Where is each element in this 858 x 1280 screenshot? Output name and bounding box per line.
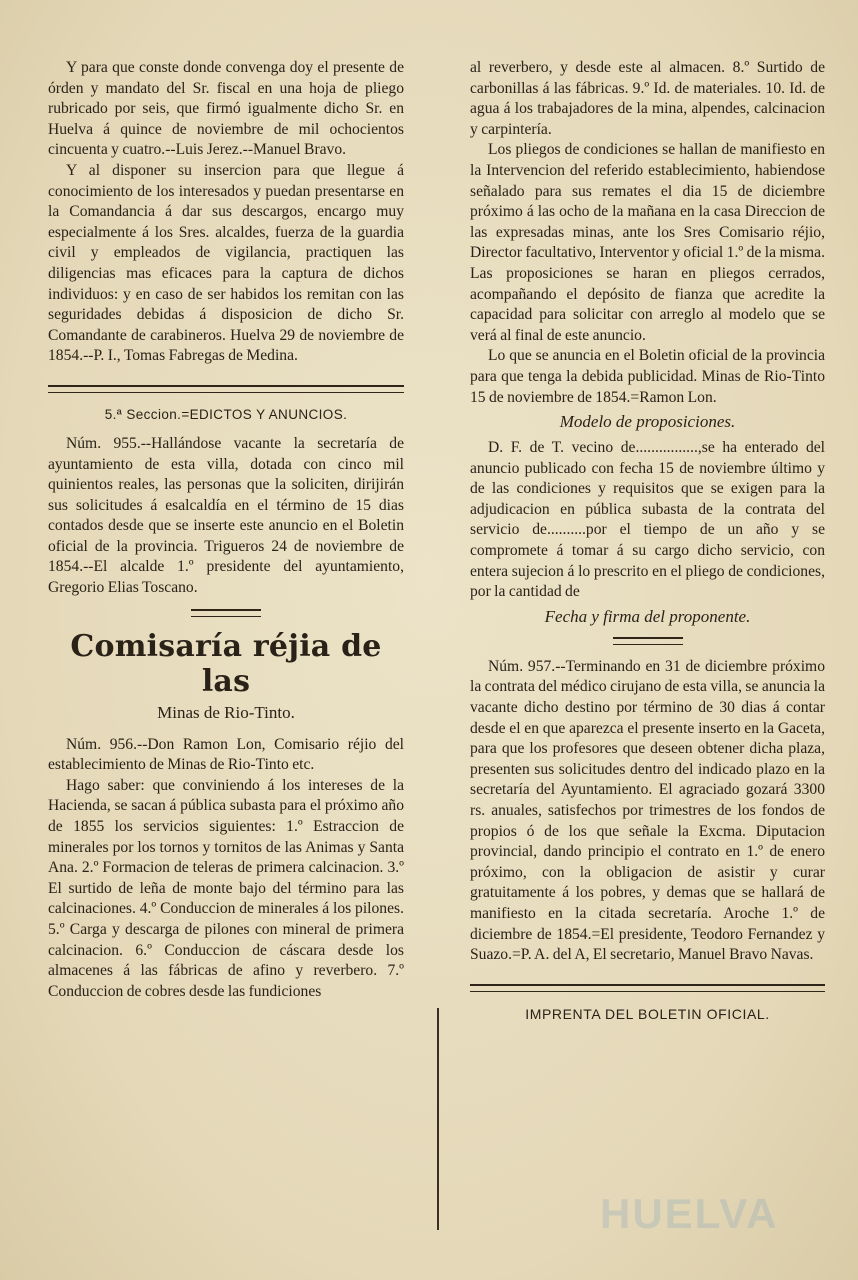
- right-column: [470, 58, 825, 1022]
- right-paragraph-1: al reverbero, y desde este al almacen. 8.º Surtido de carbonillas á las fábricas. 9.º Id. de materiales. 10. Id. de agua á los trabajadores de la mina, alpendes, calcinacion y carpintería.: [470, 59, 825, 138]
- model-title: Modelo de proposiciones.: [559, 412, 736, 432]
- imprint-line: IMPRENTA DEL BOLETIN OFICIAL.: [525, 1005, 770, 1022]
- notice-956-intro: Núm. 956.--Don Ramon Lon, Comisario réjio del establecimiento de Minas de Rio-Tinto etc.: [48, 735, 404, 774]
- left-paragraph-2: Y al disponer su insercion para que llegue á conocimiento de los interesados y puedan presentarse en la Comandancia á dar sus descargos, encargo muy especialmente á los Sres. alcaldes, fuerza de la guardia civil y empleados de vigilancia, practiquen las diligencias mas eficaces para la captura de dichos individuos: y en caso de ser habidos los remitan con las seguridades debidas á disposicion de dicho Sr. Comandante de carabineros. Huelva 29 de noviembre de 1854.--P. I., Tomas Fabregas de Medina.: [48, 161, 404, 365]
- notice-957: Núm. 957.--Terminando en 31 de diciembre próximo la contrata del médico cirujano de esta villa, se anuncia la vacante dicho destino por término de 30 dias á contar desde el en que aparezca el presente inserto en la Gaceta, para que los profesores que deseen obtener dicha plaza, presenten sus solicitudes dentro del indicado plazo en la secretaría del Ayuntamiento. El agraciado gozará 3300 rs. anuales, satisfechos por trimestres de los fondos de propios ó de los que señale la Excma. Diputacion provincial, dando principio el contrato en 1.º de enero próximo, con la obligacion de asistir y curar gratuitamente á los pobres, y demas que se hallará de manifiesto en la citada secretaría. Aroche 1.º de diciembre de 1854.=El presidente, Teodoro Fernandez y Suazo.=P. A. del A, El secretario, Manuel Bravo Navas.: [470, 657, 825, 964]
- section-rule: [48, 385, 404, 393]
- footer-rule: [470, 984, 825, 992]
- short-rule: [191, 609, 261, 617]
- comisaria-title: Comisaría réjia de las: [70, 628, 382, 699]
- short-rule-right: [613, 637, 683, 645]
- left-column: [48, 58, 404, 1002]
- comisaria-subtitle: Minas de Rio-Tinto.: [157, 702, 295, 722]
- left-paragraph-1: Y para que conste donde convenga doy el presente de órden y mandato del Sr. fiscal en una hoja de pliego rubricado por seis, que firmó igualmente dicho Sr. en Huelva á quince de noviembre de mil ochocientos cincuenta y cuatro.--Luis Jerez.--Manuel Bravo.: [48, 59, 404, 159]
- column-divider: [437, 1008, 439, 1230]
- right-paragraph-2: Los pliegos de condiciones se hallan de manifiesto en la Intervencion del referido establecimiento, habiendose señalado para sus remates el dia 15 de diciembre próximo á las ocho de la mañana en la casa Direccion de las expresadas minas, ante los Sres Comisario réjio, Director facultativo, Interventor y oficial 1.º de la misma. Las proposiciones se haran en pliegos cerrados, acompañando el depósito de fianza que acredite la capacidad para solicitar con arreglo al modelo que se verá al final de este anuncio.: [470, 141, 825, 344]
- notice-956-body: Hago saber: que conviniendo á los intereses de la Hacienda, se sacan á pública subasta para el próximo año de 1855 los servicios siguientes: 1.º Estraccion de minerales por los tornos y tornitos de las Animas y Santa Ana. 2.º Formacion de teleras de primera calcinacion. 3.º El surtido de leña de monte bajo del término para las calcinaciones. 4.º Conduccion de minerales á los pilones. 5.º Carga y descarga de pilones con mineral de primera calcinacion. 6.º Conduccion de cáscara desde los almacenes á las fábricas de afino y reverbero. 7.º Conduccion de cobres desde las fundiciones: [48, 776, 404, 1000]
- watermark-text: HUELVA: [600, 1190, 779, 1237]
- notice-955: Núm. 955.--Hallándose vacante la secretaría de ayuntamiento de esta villa, dotada con cinco mil quinientos reales, las personas que la soliciten, dirijirán sus solicitudes á esalcaldía en el término de 15 dias contados desde que se inserte este anuncio en el Boletin oficial de la provincia. Trigueros 24 de noviembre de 1854.--El alcalde 1.º presidente del ayuntamiento, Gregorio Elias Toscano.: [48, 434, 404, 597]
- right-paragraph-3: Lo que se anuncia en el Boletin oficial de la provincia para que tenga la debida publicidad. Minas de Rio-Tinto 15 de noviembre de 1854.=Ramon Lon.: [470, 347, 825, 406]
- model-text: D. F. de T. vecino de................,se ha enterado del anuncio publicado con fecha 15 de noviembre último y de las condiciones y requisitos que se exigen para la adjudicacion en pública subasta de la contrata del servicio de..........por el tiempo de un año y se compromete á tomar á su cargo dicho servicio, con entera sujecion á lo prescrito en el pliego de condiciones, por la cantidad de: [470, 439, 825, 601]
- signature-line: Fecha y firma del proponente.: [544, 606, 751, 626]
- section-heading: 5.ª Seccion.=EDICTOS Y ANUNCIOS.: [104, 406, 348, 422]
